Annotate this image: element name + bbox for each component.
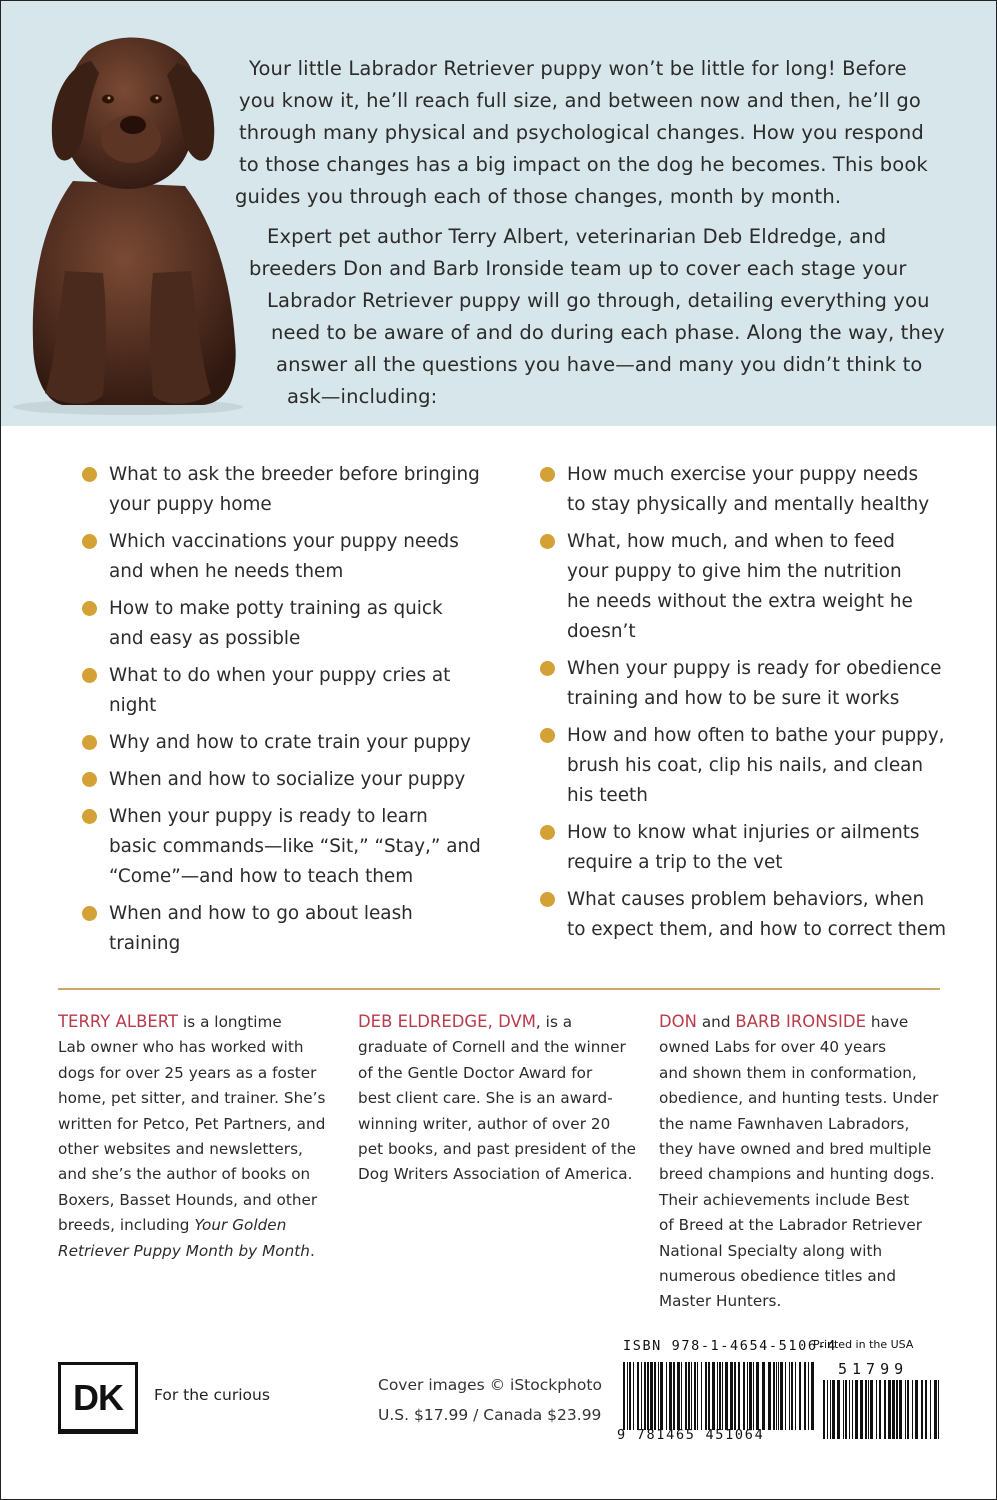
barcode-bar (722, 1362, 723, 1430)
barcode-bar (705, 1362, 707, 1430)
list-item: When your puppy is ready for obedience training and how to be sure it works (538, 654, 958, 714)
barcode-bar (688, 1362, 690, 1430)
bio-deb-eldredge: DEB ELDREDGE, DVM, is a graduate of Cornell and the winner of the Gentle Doctor Award for best client care. She is an award- winning writer, author of over 20 pet books, and past president of the Dog Writers Association of America. (358, 1012, 637, 1184)
list-item: How to make potty training as quick and easy as possible (80, 594, 500, 654)
section-divider (58, 988, 940, 990)
barcode-bar (719, 1362, 721, 1430)
bullet-dot-icon (540, 467, 555, 482)
bullet-dot-icon (82, 906, 97, 921)
barcode-bar (868, 1380, 869, 1439)
barcode-bar (830, 1380, 831, 1439)
intro-line: you know it, he’ll reach full size, and between now and then, he’ll go (239, 89, 921, 112)
intro-line: to those changes has a big impact on the dog he becomes. This book (239, 153, 928, 176)
barcode-bar (899, 1380, 902, 1439)
barcode-bar (896, 1380, 898, 1439)
barcode-bar (791, 1362, 793, 1430)
author-name: DEB ELDREDGE, DVM (358, 1012, 536, 1031)
barcode-bar (734, 1362, 736, 1430)
list-item: How much exercise your puppy needs to stay physically and mentally healthy (538, 460, 958, 520)
barcode-bar (845, 1380, 847, 1439)
barcode-bar (730, 1362, 733, 1430)
barcode-bar (808, 1362, 809, 1430)
barcode-bar (852, 1380, 853, 1439)
barcode-bar (843, 1380, 844, 1439)
author-name: TERRY ALBERT (58, 1012, 179, 1031)
barcode-bar (870, 1380, 873, 1439)
barcode-bar (879, 1380, 881, 1439)
barcode-bar (915, 1380, 918, 1439)
list-item: When your puppy is ready to learn basic commands—like “Sit,” “Stay,” and “Come”—and how to teach them (80, 802, 500, 892)
barcode-bar (892, 1380, 895, 1439)
list-item: What to do when your puppy cries at night (80, 661, 500, 721)
barcode-bar (925, 1380, 927, 1439)
barcode-bar (860, 1380, 863, 1439)
barcode-bar (827, 1380, 828, 1439)
intro-line: through many physical and psychological changes. How you respond (239, 121, 924, 144)
barcode-area (617, 1335, 950, 1445)
barcode-bar (804, 1362, 806, 1430)
barcode-bar (905, 1380, 906, 1439)
barcode-bar (654, 1362, 656, 1430)
barcode-bar (778, 1362, 779, 1430)
bullet-dot-icon (82, 534, 97, 549)
barcode-bar (849, 1380, 850, 1439)
barcode-bar (799, 1362, 801, 1430)
bullet-list-left (80, 460, 500, 966)
barcode-bar (677, 1362, 680, 1430)
intro-line: Your little Labrador Retriever puppy won’t be little for long! Before (249, 57, 907, 80)
bullet-dot-icon (540, 661, 555, 676)
cover-info (378, 1370, 602, 1430)
bullet-list-right (538, 460, 958, 952)
barcode-bar (669, 1362, 672, 1430)
barcode-bar (930, 1380, 931, 1439)
barcode-bar (691, 1362, 692, 1430)
barcode-bar (884, 1380, 886, 1439)
barcode-bar (681, 1362, 682, 1430)
dk-logo: DK (58, 1362, 138, 1434)
barcode-bar (629, 1362, 631, 1430)
barcode-bar (712, 1362, 715, 1430)
barcode-bar (697, 1362, 698, 1430)
barcode-bar (934, 1380, 937, 1439)
barcode-bar (832, 1380, 835, 1439)
barcode-bar (780, 1362, 783, 1430)
price-barcode (822, 1380, 944, 1439)
ean-barcode (622, 1362, 814, 1430)
barcode-bar (756, 1362, 759, 1430)
list-item: When and how to go about leash training (80, 899, 500, 959)
barcode-bar (623, 1362, 625, 1430)
barcode-bar (921, 1380, 923, 1439)
barcode-bar (701, 1362, 702, 1430)
barcode-bar (694, 1362, 696, 1430)
barcode-bar (855, 1380, 858, 1439)
intro-line: guides you through each of those changes, month by month. (235, 185, 842, 208)
barcode-bar (747, 1362, 748, 1430)
barcode-bar (743, 1362, 745, 1430)
bullet-dot-icon (82, 467, 97, 482)
barcode-bar (647, 1362, 649, 1430)
barcode-bar (685, 1362, 687, 1430)
barcode-bar (789, 1362, 790, 1430)
barcode-bar (660, 1362, 663, 1430)
barcode-bar (708, 1362, 710, 1430)
barcode-bar (773, 1362, 775, 1430)
barcode-bar (753, 1362, 754, 1430)
barcode-bar (725, 1362, 728, 1430)
isbn-text: ISBN 978-1-4654-5106-4 (623, 1338, 838, 1354)
barcode-bar (762, 1362, 765, 1430)
barcode-bar (776, 1362, 777, 1430)
intro-line: Labrador Retriever puppy will go through, detailing everything you (267, 289, 930, 312)
barcode-bar (907, 1380, 909, 1439)
bullet-dot-icon (540, 534, 555, 549)
barcode-bar (650, 1362, 653, 1430)
author-name: DON (659, 1012, 697, 1031)
intro-band (1, 1, 996, 426)
puppy-photo (3, 11, 253, 416)
intro-line: Expert pet author Terry Albert, veterinarian Deb Eldredge, and (267, 225, 887, 248)
bullet-dot-icon (82, 668, 97, 683)
barcode-bar (644, 1362, 646, 1430)
list-item: How to know what injuries or ailments require a trip to the vet (538, 818, 958, 878)
bullet-dot-icon (82, 601, 97, 616)
barcode-bar (888, 1380, 891, 1439)
barcode-bar (738, 1362, 740, 1430)
barcode-bar (749, 1362, 752, 1430)
price-text: U.S. $17.99 / Canada $23.99 (378, 1406, 602, 1424)
list-item: What causes problem behaviors, when to expect them, and how to correct them (538, 885, 958, 945)
list-item: Which vaccinations your puppy needs and when he needs them (80, 527, 500, 587)
bio-terry-albert: TERRY ALBERT is a longtime Lab owner who has worked with dogs for over 25 years as a foster home, pet sitter, and trainer. She’s written for Petco, Pet Partners, and other websites and newsletters, and she’s the author of books on Boxers, Basset Hounds, and other breeds, including Your Golden Retriever Puppy Month by Month. (58, 1012, 326, 1260)
bullet-dot-icon (540, 728, 555, 743)
barcode-bar (633, 1362, 634, 1430)
barcode-bar (811, 1362, 814, 1430)
price-code-digits: 51799 (838, 1360, 909, 1378)
barcode-bar (785, 1362, 786, 1430)
barcode-bar (658, 1362, 659, 1430)
barcode-bar (876, 1380, 877, 1439)
barcode-bar (641, 1362, 642, 1430)
barcode-bar (768, 1362, 771, 1430)
intro-line: breeders Don and Barb Ironside team up to cover each stage your (249, 257, 907, 280)
bullet-dot-icon (82, 772, 97, 787)
barcode-bar (938, 1380, 939, 1439)
bullet-dot-icon (82, 809, 97, 824)
bullet-dot-icon (82, 735, 97, 750)
author-name: BARB IRONSIDE (735, 1012, 866, 1031)
printed-in-text: Printed in the USA (813, 1338, 914, 1351)
list-item: What to ask the breeder before bringing your puppy home (80, 460, 500, 520)
barcode-bar (627, 1362, 628, 1430)
barcode-bar (837, 1380, 840, 1439)
ean-digits: 9 781465 451064 (617, 1427, 765, 1443)
barcode-bar (823, 1380, 825, 1439)
intro-line: ask—including: (287, 385, 438, 408)
barcode-bar (912, 1380, 913, 1439)
barcode-bar (795, 1362, 796, 1430)
intro-line: need to be aware of and do during each phase. Along the way, they (271, 321, 945, 344)
list-item: How and how often to bathe your puppy, brush his coat, clip his nails, and clean his teeth (538, 721, 958, 811)
bullet-dot-icon (540, 825, 555, 840)
barcode-bar (673, 1362, 675, 1430)
list-item: When and how to socialize your puppy (80, 765, 500, 795)
barcode-bar (637, 1362, 639, 1430)
list-item: What, how much, and when to feed your puppy to give him the nutrition he needs without the extra weight he doesn’t (538, 527, 958, 647)
list-item: Why and how to crate train your puppy (80, 728, 500, 758)
cover-credit: Cover images © iStockphoto (378, 1376, 602, 1394)
publisher-tagline: For the curious (154, 1386, 270, 1404)
bullet-dot-icon (540, 892, 555, 907)
bio-don-barb-ironside: DON and BARB IRONSIDE have owned Labs for over 40 years and shown them in conformation, obedience, and hunting tests. Under the name Fawnhaven Labradors, they have owned and bred multiple breed champions and hunting dogs. Their achievements include Best of Breed at the Labrador Retriever National Specialty along with numerous obedience titles and Master Hunters. (659, 1012, 939, 1311)
barcode-bar (865, 1380, 867, 1439)
barcode-bar (717, 1362, 718, 1430)
barcode-bar (666, 1362, 667, 1430)
intro-line: answer all the questions you have—and many you didn’t think to (276, 353, 923, 376)
